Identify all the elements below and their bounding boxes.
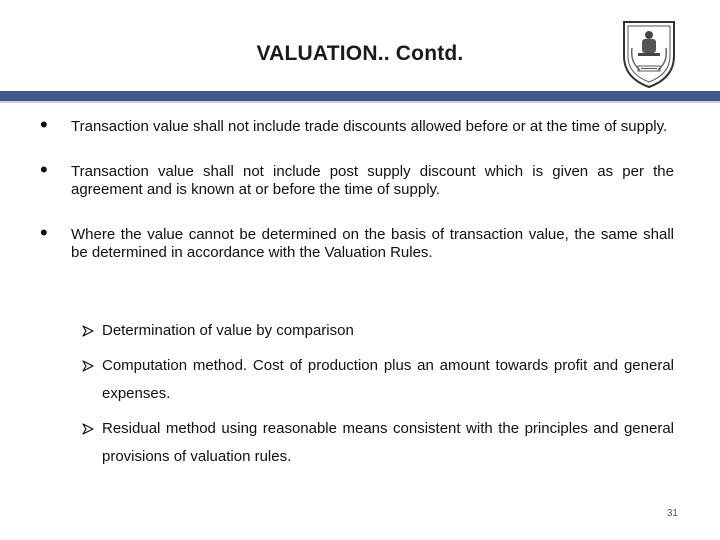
list-item [82, 352, 674, 408]
list-item [40, 112, 674, 137]
bullet-dot-icon: • [40, 112, 48, 137]
bullet-dot-icon: • [40, 157, 48, 182]
list-item [40, 220, 674, 262]
slide-title: VALUATION.. Contd. [256, 42, 464, 65]
list-item [82, 415, 674, 471]
arrow-bullet-icon [82, 325, 94, 337]
arrow-bullet-icon [82, 423, 94, 435]
sub-bullet-text: Computation method. Cost of production plus an amount towards profit and general expenses. [102, 357, 674, 402]
sub-bullet-text: Determination of value by comparison [102, 322, 354, 339]
list-item [82, 317, 674, 345]
emblem-seal-icon [618, 18, 680, 90]
list-item [40, 157, 674, 199]
sub-bullet-list [82, 317, 674, 478]
sub-bullet-text: Residual method using reasonable means consistent with the principles and general provisions of valuation rules. [102, 420, 674, 465]
bullet-list [40, 112, 674, 289]
bullet-text: Where the value cannot be determined on the basis of transaction value, the same shall be determined in accordance with the Valuation Rules. [71, 226, 674, 261]
arrow-bullet-icon [82, 360, 94, 372]
page-number: 31 [666, 508, 678, 519]
bullet-text: Transaction value shall not include post supply discount which is given as per the agreement and is known at or before the time of supply. [71, 163, 674, 198]
header-bar [0, 91, 720, 101]
bullet-text: Transaction value shall not include trade discounts allowed before or at the time of supply. [71, 118, 668, 135]
bullet-dot-icon: • [40, 220, 48, 245]
header-divider [0, 101, 720, 103]
